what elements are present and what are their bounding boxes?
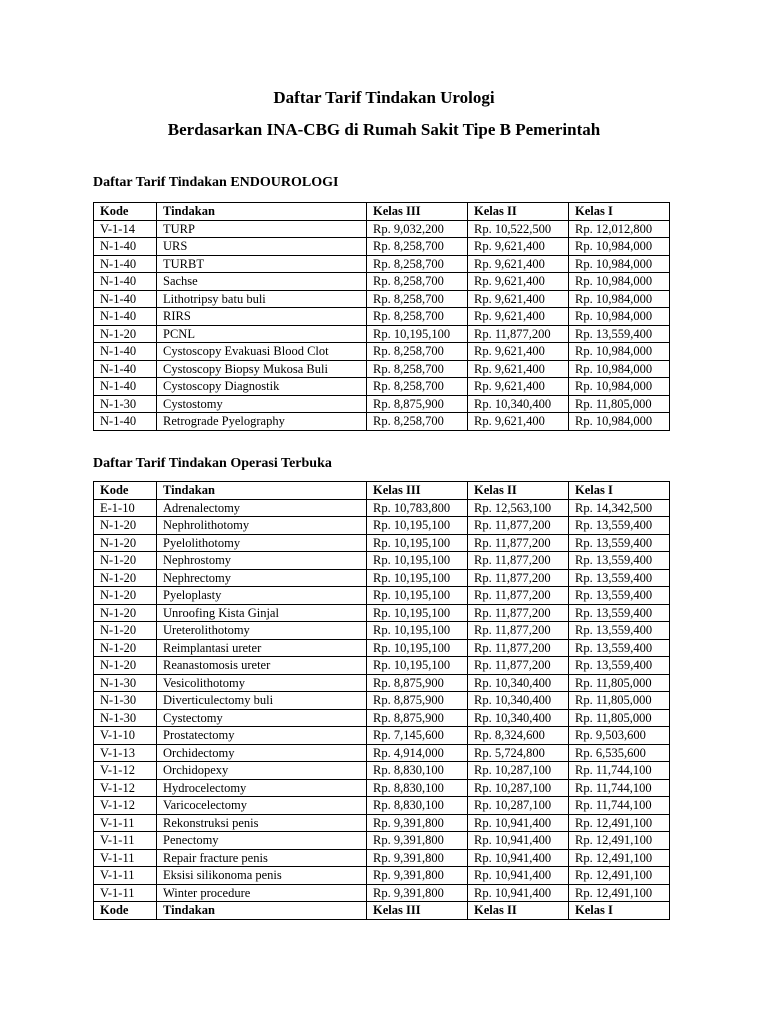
cell-kelas-i: Rp. 6,535,600: [569, 744, 670, 762]
cell-kode: N-1-20: [94, 517, 157, 535]
table-row: [94, 378, 670, 396]
cell-tindakan: Winter procedure: [157, 884, 367, 902]
cell-tindakan: Cystostomy: [157, 395, 367, 413]
column-header-kelas-ii: Kelas II: [468, 482, 569, 500]
cell-kelas-iii: Rp. 10,195,100: [367, 325, 468, 343]
cell-kelas-iii: Rp. 9,391,800: [367, 832, 468, 850]
table-row: [94, 343, 670, 361]
cell-kelas-i: Rp. 12,491,100: [569, 849, 670, 867]
cell-kelas-iii: Rp. 9,391,800: [367, 814, 468, 832]
document-subtitle: Berdasarkan INA-CBG di Rumah Sakit Tipe B Pemerintah: [167, 120, 601, 139]
cell-kelas-iii: Rp. 10,195,100: [367, 569, 468, 587]
column-header-kelas-iii: Kelas III: [367, 482, 468, 500]
table-row: [94, 517, 670, 535]
cell-tindakan: Reimplantasi ureter: [157, 639, 367, 657]
cell-kode: N-1-20: [94, 639, 157, 657]
table-row: [94, 867, 670, 885]
column-header-kelas-ii: Kelas II: [468, 203, 569, 221]
cell-kelas-iii: Rp. 7,145,600: [367, 727, 468, 745]
column-header-tindakan: Tindakan: [157, 203, 367, 221]
cell-kode: N-1-30: [94, 692, 157, 710]
cell-kelas-iii: Rp. 8,258,700: [367, 308, 468, 326]
table-row: [94, 674, 670, 692]
cell-kelas-i: Rp. 11,805,000: [569, 692, 670, 710]
table-row: [94, 534, 670, 552]
cell-kelas-ii: Rp. 9,621,400: [468, 290, 569, 308]
table-row: [94, 709, 670, 727]
cell-kode: V-1-14: [94, 220, 157, 238]
table-row: [94, 290, 670, 308]
footer-kelas-i: Kelas I: [569, 902, 670, 920]
cell-kode: E-1-10: [94, 499, 157, 517]
cell-tindakan: Nephrolithotomy: [157, 517, 367, 535]
cell-kelas-iii: Rp. 8,258,700: [367, 255, 468, 273]
cell-kelas-iii: Rp. 8,830,100: [367, 797, 468, 815]
table-row: [94, 360, 670, 378]
section-heading-endourologi: Daftar Tarif Tindakan ENDOUROLOGI: [93, 175, 339, 190]
cell-kelas-ii: Rp. 11,877,200: [468, 325, 569, 343]
cell-kelas-iii: Rp. 9,391,800: [367, 867, 468, 885]
cell-kelas-iii: Rp. 10,783,800: [367, 499, 468, 517]
cell-kode: N-1-40: [94, 308, 157, 326]
cell-tindakan: TURBT: [157, 255, 367, 273]
cell-tindakan: Prostatectomy: [157, 727, 367, 745]
cell-kelas-i: Rp. 10,984,000: [569, 255, 670, 273]
cell-kelas-ii: Rp. 10,941,400: [468, 814, 569, 832]
cell-kode: N-1-40: [94, 378, 157, 396]
table-row: [94, 395, 670, 413]
cell-kelas-iii: Rp. 8,875,900: [367, 692, 468, 710]
cell-tindakan: Repair fracture penis: [157, 849, 367, 867]
cell-kelas-i: Rp. 11,805,000: [569, 709, 670, 727]
cell-kelas-ii: Rp. 10,941,400: [468, 867, 569, 885]
cell-kelas-i: Rp. 11,744,100: [569, 762, 670, 780]
cell-kode: N-1-20: [94, 622, 157, 640]
cell-kode: N-1-40: [94, 290, 157, 308]
cell-tindakan: Pyeloplasty: [157, 587, 367, 605]
cell-kode: N-1-40: [94, 273, 157, 291]
cell-kelas-i: Rp. 10,984,000: [569, 343, 670, 361]
cell-kelas-iii: Rp. 8,830,100: [367, 779, 468, 797]
cell-tindakan: Rekonstruksi penis: [157, 814, 367, 832]
table-row: [94, 727, 670, 745]
footer-kode: Kode: [94, 902, 157, 920]
table-row: [94, 762, 670, 780]
cell-tindakan: Nephrectomy: [157, 569, 367, 587]
cell-kelas-iii: Rp. 10,195,100: [367, 622, 468, 640]
cell-kelas-ii: Rp. 9,621,400: [468, 238, 569, 256]
footer-tindakan: Tindakan: [157, 902, 367, 920]
cell-tindakan: Retrograde Pyelography: [157, 413, 367, 431]
cell-kelas-ii: Rp. 9,621,400: [468, 413, 569, 431]
cell-tindakan: TURP: [157, 220, 367, 238]
cell-kelas-ii: Rp. 10,522,500: [468, 220, 569, 238]
column-header-tindakan: Tindakan: [157, 482, 367, 500]
tariff-table-endourologi: [93, 202, 670, 431]
cell-kelas-ii: Rp. 10,941,400: [468, 884, 569, 902]
cell-kelas-ii: Rp. 11,877,200: [468, 657, 569, 675]
cell-kode: N-1-20: [94, 587, 157, 605]
cell-tindakan: Cystectomy: [157, 709, 367, 727]
cell-kode: N-1-40: [94, 413, 157, 431]
cell-kelas-i: Rp. 11,744,100: [569, 779, 670, 797]
cell-kelas-i: Rp. 13,559,400: [569, 639, 670, 657]
cell-kelas-ii: Rp. 9,621,400: [468, 273, 569, 291]
cell-kelas-iii: Rp. 9,032,200: [367, 220, 468, 238]
footer-kelas-ii: Kelas II: [468, 902, 569, 920]
cell-tindakan: Cystoscopy Biopsy Mukosa Buli: [157, 360, 367, 378]
table-row: [94, 308, 670, 326]
table-row: [94, 499, 670, 517]
cell-kelas-i: Rp. 13,559,400: [569, 604, 670, 622]
cell-kelas-iii: Rp. 8,258,700: [367, 413, 468, 431]
cell-kelas-ii: Rp. 8,324,600: [468, 727, 569, 745]
column-header-kelas-iii: Kelas III: [367, 203, 468, 221]
cell-kode: N-1-20: [94, 325, 157, 343]
cell-kelas-i: Rp. 14,342,500: [569, 499, 670, 517]
cell-kelas-iii: Rp. 8,875,900: [367, 709, 468, 727]
cell-tindakan: PCNL: [157, 325, 367, 343]
cell-kelas-i: Rp. 12,491,100: [569, 832, 670, 850]
cell-kelas-iii: Rp. 8,258,700: [367, 238, 468, 256]
cell-kode: V-1-10: [94, 727, 157, 745]
cell-kelas-i: Rp. 10,984,000: [569, 413, 670, 431]
cell-kelas-iii: Rp. 10,195,100: [367, 534, 468, 552]
cell-tindakan: Eksisi silikonoma penis: [157, 867, 367, 885]
cell-kelas-iii: Rp. 8,830,100: [367, 762, 468, 780]
cell-kelas-ii: Rp. 9,621,400: [468, 378, 569, 396]
cell-kelas-i: Rp. 13,559,400: [569, 552, 670, 570]
table-row: [94, 639, 670, 657]
table-row: [94, 884, 670, 902]
cell-kode: N-1-30: [94, 674, 157, 692]
table-row: [94, 744, 670, 762]
cell-tindakan: Varicocelectomy: [157, 797, 367, 815]
cell-kode: V-1-12: [94, 762, 157, 780]
cell-kelas-ii: Rp. 10,941,400: [468, 832, 569, 850]
table-row: [94, 657, 670, 675]
cell-kelas-iii: Rp. 10,195,100: [367, 517, 468, 535]
cell-kode: N-1-40: [94, 255, 157, 273]
cell-kelas-ii: Rp. 9,621,400: [468, 360, 569, 378]
cell-kelas-ii: Rp. 11,877,200: [468, 587, 569, 605]
cell-tindakan: Pyelolithotomy: [157, 534, 367, 552]
cell-kelas-ii: Rp. 11,877,200: [468, 569, 569, 587]
cell-kelas-ii: Rp. 10,340,400: [468, 674, 569, 692]
table-row: [94, 569, 670, 587]
table-row: [94, 273, 670, 291]
cell-kelas-i: Rp. 10,984,000: [569, 238, 670, 256]
column-header-kelas-i: Kelas I: [569, 203, 670, 221]
cell-kode: N-1-40: [94, 343, 157, 361]
cell-kelas-i: Rp. 11,805,000: [569, 395, 670, 413]
cell-kelas-i: Rp. 10,984,000: [569, 360, 670, 378]
cell-tindakan: RIRS: [157, 308, 367, 326]
cell-kelas-i: Rp. 12,491,100: [569, 884, 670, 902]
cell-kelas-i: Rp. 13,559,400: [569, 534, 670, 552]
cell-kelas-i: Rp. 13,559,400: [569, 517, 670, 535]
cell-kelas-i: Rp. 12,012,800: [569, 220, 670, 238]
table-row: [94, 779, 670, 797]
cell-tindakan: Cystoscopy Diagnostik: [157, 378, 367, 396]
table-row: [94, 814, 670, 832]
cell-tindakan: Adrenalectomy: [157, 499, 367, 517]
cell-kelas-ii: Rp. 9,621,400: [468, 255, 569, 273]
table-footer-row: [94, 902, 670, 920]
cell-kelas-iii: Rp. 9,391,800: [367, 884, 468, 902]
cell-tindakan: Penectomy: [157, 832, 367, 850]
cell-kelas-ii: Rp. 11,877,200: [468, 622, 569, 640]
cell-kode: N-1-20: [94, 657, 157, 675]
cell-kelas-i: Rp. 13,559,400: [569, 587, 670, 605]
cell-kode: N-1-30: [94, 395, 157, 413]
section-heading-operasi-terbuka: Daftar Tarif Tindakan Operasi Terbuka: [93, 456, 332, 471]
cell-tindakan: Unroofing Kista Ginjal: [157, 604, 367, 622]
table-row: [94, 622, 670, 640]
cell-kode: V-1-13: [94, 744, 157, 762]
cell-kelas-iii: Rp. 10,195,100: [367, 552, 468, 570]
cell-kelas-iii: Rp. 10,195,100: [367, 657, 468, 675]
table-row: [94, 587, 670, 605]
cell-kelas-iii: Rp. 8,258,700: [367, 360, 468, 378]
column-header-kode: Kode: [94, 203, 157, 221]
cell-kode: N-1-30: [94, 709, 157, 727]
cell-tindakan: Ureterolithotomy: [157, 622, 367, 640]
cell-kode: N-1-40: [94, 238, 157, 256]
table-header-row: [94, 482, 670, 500]
cell-tindakan: Hydrocelectomy: [157, 779, 367, 797]
cell-kelas-iii: Rp. 10,195,100: [367, 604, 468, 622]
table-row: [94, 413, 670, 431]
cell-kelas-ii: Rp. 9,621,400: [468, 308, 569, 326]
table-row: [94, 255, 670, 273]
cell-kelas-ii: Rp. 12,563,100: [468, 499, 569, 517]
cell-kelas-iii: Rp. 8,258,700: [367, 273, 468, 291]
cell-kode: V-1-11: [94, 867, 157, 885]
cell-tindakan: Nephrostomy: [157, 552, 367, 570]
cell-kelas-ii: Rp. 10,287,100: [468, 762, 569, 780]
cell-tindakan: URS: [157, 238, 367, 256]
cell-kode: N-1-40: [94, 360, 157, 378]
cell-kelas-i: Rp. 9,503,600: [569, 727, 670, 745]
cell-kelas-iii: Rp. 8,258,700: [367, 378, 468, 396]
table-header-row: [94, 203, 670, 221]
cell-kelas-ii: Rp. 10,340,400: [468, 692, 569, 710]
table-row: [94, 692, 670, 710]
cell-kode: N-1-20: [94, 534, 157, 552]
cell-kelas-iii: Rp. 4,914,000: [367, 744, 468, 762]
cell-kelas-ii: Rp. 10,287,100: [468, 797, 569, 815]
table-row: [94, 604, 670, 622]
cell-tindakan: Orchidopexy: [157, 762, 367, 780]
cell-kelas-i: Rp. 11,744,100: [569, 797, 670, 815]
cell-kelas-ii: Rp. 11,877,200: [468, 552, 569, 570]
cell-tindakan: Diverticulectomy buli: [157, 692, 367, 710]
cell-tindakan: Lithotripsy batu buli: [157, 290, 367, 308]
cell-kelas-iii: Rp. 10,195,100: [367, 639, 468, 657]
cell-kelas-i: Rp. 13,559,400: [569, 325, 670, 343]
cell-kelas-ii: Rp. 10,941,400: [468, 849, 569, 867]
cell-kelas-ii: Rp. 11,877,200: [468, 604, 569, 622]
cell-kode: N-1-20: [94, 552, 157, 570]
cell-tindakan: Orchidectomy: [157, 744, 367, 762]
cell-kode: V-1-11: [94, 814, 157, 832]
cell-kelas-ii: Rp. 10,287,100: [468, 779, 569, 797]
cell-kelas-i: Rp. 10,984,000: [569, 290, 670, 308]
tariff-table-operasi-terbuka: [93, 481, 670, 920]
cell-kelas-i: Rp. 13,559,400: [569, 622, 670, 640]
cell-kelas-ii: Rp. 10,340,400: [468, 709, 569, 727]
cell-kelas-ii: Rp. 9,621,400: [468, 343, 569, 361]
cell-kelas-iii: Rp. 8,875,900: [367, 395, 468, 413]
table-row: [94, 832, 670, 850]
cell-kelas-i: Rp. 10,984,000: [569, 378, 670, 396]
cell-kode: V-1-12: [94, 779, 157, 797]
cell-tindakan: Cystoscopy Evakuasi Blood Clot: [157, 343, 367, 361]
cell-tindakan: Sachse: [157, 273, 367, 291]
cell-kode: N-1-20: [94, 604, 157, 622]
cell-tindakan: Vesicolithotomy: [157, 674, 367, 692]
cell-kelas-ii: Rp. 11,877,200: [468, 517, 569, 535]
column-header-kode: Kode: [94, 482, 157, 500]
cell-kelas-ii: Rp. 11,877,200: [468, 534, 569, 552]
cell-kode: V-1-11: [94, 832, 157, 850]
footer-kelas-iii: Kelas III: [367, 902, 468, 920]
cell-kode: V-1-12: [94, 797, 157, 815]
column-header-kelas-i: Kelas I: [569, 482, 670, 500]
cell-kode: N-1-20: [94, 569, 157, 587]
table-row: [94, 325, 670, 343]
cell-kode: V-1-11: [94, 884, 157, 902]
cell-kelas-ii: Rp. 11,877,200: [468, 639, 569, 657]
cell-kelas-i: Rp. 12,491,100: [569, 814, 670, 832]
cell-kelas-i: Rp. 10,984,000: [569, 308, 670, 326]
table-row: [94, 238, 670, 256]
cell-kode: V-1-11: [94, 849, 157, 867]
cell-kelas-i: Rp. 13,559,400: [569, 657, 670, 675]
table-row: [94, 797, 670, 815]
cell-kelas-ii: Rp. 10,340,400: [468, 395, 569, 413]
cell-kelas-iii: Rp. 8,258,700: [367, 290, 468, 308]
table-row: [94, 552, 670, 570]
cell-kelas-ii: Rp. 5,724,800: [468, 744, 569, 762]
cell-kelas-iii: Rp. 8,258,700: [367, 343, 468, 361]
cell-kelas-i: Rp. 12,491,100: [569, 867, 670, 885]
document-title: Daftar Tarif Tindakan Urologi: [273, 88, 495, 107]
cell-tindakan: Reanastomosis ureter: [157, 657, 367, 675]
cell-kelas-iii: Rp. 8,875,900: [367, 674, 468, 692]
table-row: [94, 849, 670, 867]
cell-kelas-iii: Rp. 10,195,100: [367, 587, 468, 605]
table-row: [94, 220, 670, 238]
cell-kelas-i: Rp. 11,805,000: [569, 674, 670, 692]
cell-kelas-iii: Rp. 9,391,800: [367, 849, 468, 867]
cell-kelas-i: Rp. 13,559,400: [569, 569, 670, 587]
cell-kelas-i: Rp. 10,984,000: [569, 273, 670, 291]
